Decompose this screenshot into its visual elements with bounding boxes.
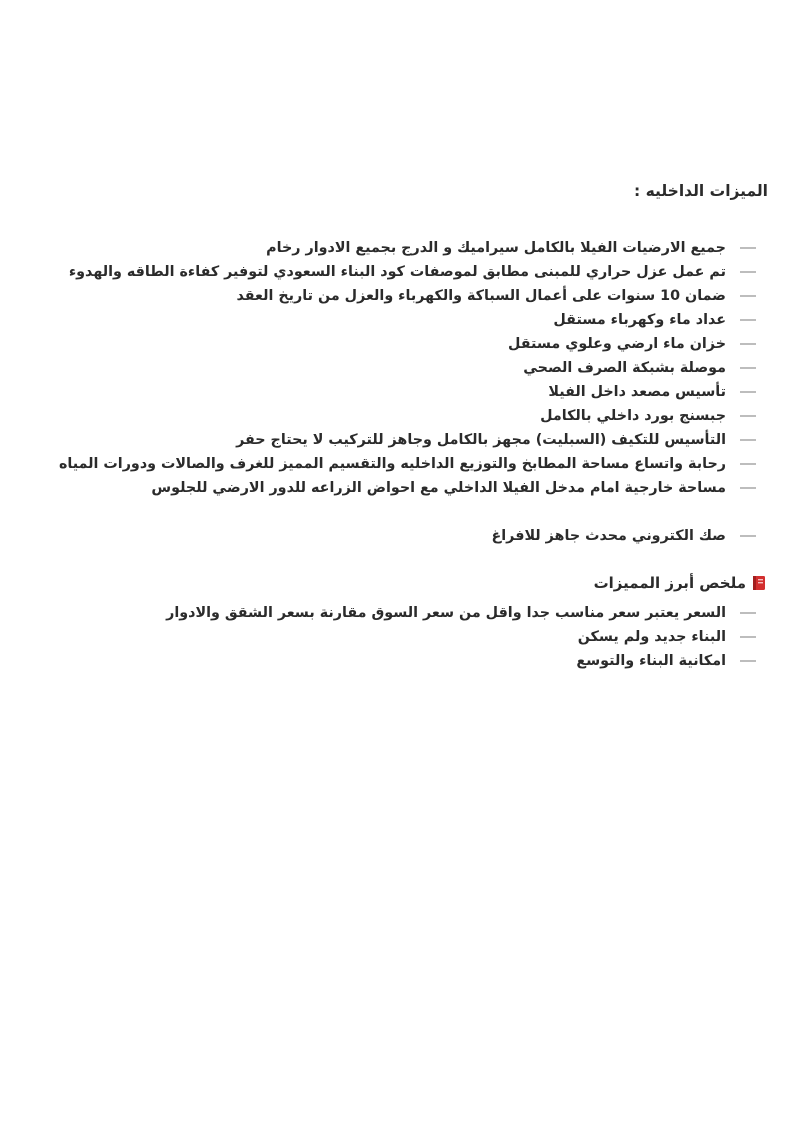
list-item bbox=[59, 404, 756, 428]
list-item-text: البناء جديد ولم يسكن bbox=[577, 629, 726, 645]
dash-bullet-icon bbox=[740, 247, 756, 249]
dash-bullet-icon bbox=[740, 660, 756, 662]
dash-bullet-icon bbox=[740, 391, 756, 393]
list-item bbox=[59, 452, 756, 476]
summary-heading bbox=[594, 574, 766, 592]
dash-bullet-icon bbox=[740, 367, 756, 369]
dash-bullet-icon bbox=[740, 487, 756, 489]
list-item-text: خزان ماء ارضي وعلوي مستقل bbox=[508, 336, 726, 352]
list-item-text: السعر يعتبر سعر مناسب جدا واقل من سعر السوق مقارنة بسعر الشقق والادوار bbox=[166, 605, 726, 621]
dash-bullet-icon bbox=[740, 319, 756, 321]
dash-bullet-icon bbox=[740, 636, 756, 638]
dash-bullet-icon bbox=[740, 271, 756, 273]
list-item-text: التأسيس للتكيف (السبليت) مجهز بالكامل وجاهز للتركيب لا يحتاج حفر bbox=[236, 432, 726, 448]
internal-features-title: الميزات الداخليه : bbox=[634, 182, 768, 200]
list-item bbox=[59, 308, 756, 332]
list-item-text: رحابة واتساع مساحة المطابخ والتوزيع الداخليه والتقسيم المميز للغرف والصالات ودورات المياه bbox=[58, 456, 726, 472]
dash-bullet-icon bbox=[740, 463, 756, 465]
list-item-text: تأسيس مصعد داخل الفيلا bbox=[548, 384, 726, 400]
book-icon bbox=[752, 575, 766, 591]
list-item-text: موصلة بشبكة الصرف الصحي bbox=[523, 360, 726, 376]
list-item-text: صك الكتروني محدث جاهز للافراغ bbox=[491, 528, 726, 544]
list-item-text: عداد ماء وكهرباء مستقل bbox=[553, 312, 726, 328]
dash-bullet-icon bbox=[740, 295, 756, 297]
dash-bullet-icon bbox=[740, 439, 756, 441]
list-item bbox=[59, 356, 756, 380]
deed-list bbox=[492, 524, 756, 548]
list-item-text: امكانية البناء والتوسع bbox=[576, 653, 726, 669]
list-item-text: تم عمل عزل حراري للمبنى مطابق لموصفات كود البناء السعودي لتوفير كفاءة الطاقه والهدوء bbox=[68, 264, 726, 280]
summary-list bbox=[166, 601, 756, 673]
list-item bbox=[59, 380, 756, 404]
list-item bbox=[166, 601, 756, 625]
list-item bbox=[59, 284, 756, 308]
list-item bbox=[59, 476, 756, 500]
list-item bbox=[59, 260, 756, 284]
list-item bbox=[59, 428, 756, 452]
list-item-text: مساحة خارجية امام مدخل الفيلا الداخلي مع احواض الزراعه للدور الارضي للجلوس bbox=[151, 480, 726, 496]
internal-features-list bbox=[59, 236, 756, 500]
list-item bbox=[166, 649, 756, 673]
list-item-text: جميع الارضيات الفيلا بالكامل سيراميك و الدرج بجميع الادوار رخام bbox=[266, 240, 726, 256]
list-item bbox=[59, 332, 756, 356]
list-item bbox=[59, 236, 756, 260]
list-item-text: ضمان 10 سنوات على أعمال السباكة والكهرباء والعزل من تاريخ العقد bbox=[236, 288, 726, 304]
dash-bullet-icon bbox=[740, 343, 756, 345]
summary-title: ملخص أبرز المميزات bbox=[593, 574, 746, 592]
dash-bullet-icon bbox=[740, 612, 756, 614]
list-item bbox=[166, 625, 756, 649]
list-item bbox=[492, 524, 756, 548]
dash-bullet-icon bbox=[740, 535, 756, 537]
list-item-text: جبسنج بورد داخلي بالكامل bbox=[540, 408, 726, 424]
dash-bullet-icon bbox=[740, 415, 756, 417]
